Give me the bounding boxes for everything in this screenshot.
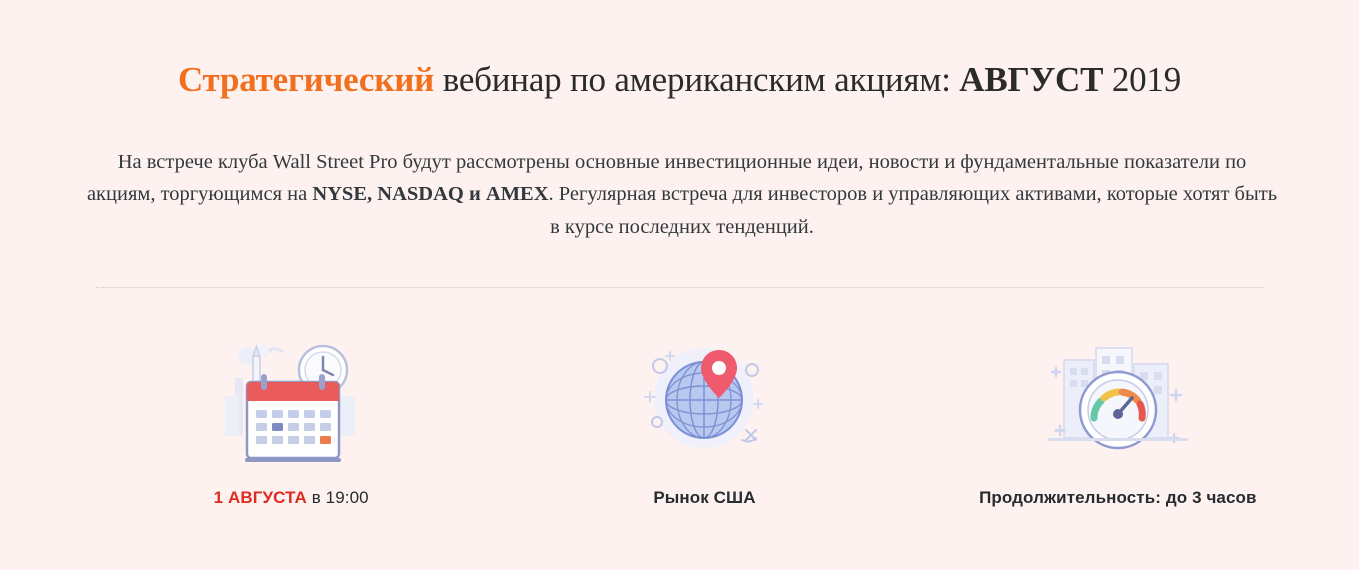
gauge-buildings-icon: [911, 326, 1324, 466]
intro-exchanges: NYSE, NASDAQ и AMEX: [312, 183, 549, 206]
feature-duration: [911, 326, 1324, 508]
feature-date-strong: 1 АВГУСТА: [213, 487, 307, 507]
feature-date-plain: в 19:00: [306, 487, 369, 507]
page-title-year: 2019: [1103, 60, 1182, 99]
feature-duration-label: [911, 488, 1324, 508]
feature-date-label: [85, 488, 498, 508]
intro-line-1: На встрече клуба Wall Street Pro будут рассмотрены основные инвестиционные идеи, новости и фундаментальные показатели: [117, 150, 1220, 173]
page-title: [85, 58, 1275, 102]
intro-line-2-suffix: . Регулярная встреча для инвесторов и управляющих активами,: [548, 183, 1102, 206]
intro-line-3: которые хотят быть в курсе последних тенденций.: [550, 183, 1278, 238]
content-container: [85, 0, 1278, 508]
feature-duration-strong: Продолжительность: до 3 часов: [979, 487, 1257, 507]
feature-date: [85, 326, 498, 508]
intro-paragraph: [85, 146, 1280, 243]
feature-market-strong: Рынок США: [653, 487, 756, 507]
page-title-accent: Стратегический: [177, 60, 435, 99]
feature-market-label: [498, 488, 911, 508]
features-row: [85, 288, 1325, 508]
page-title-mid: вебинар по американским акциям:: [434, 60, 960, 99]
feature-market: [498, 326, 911, 508]
calendar-clock-icon: [85, 326, 498, 466]
intro-line-2-prefix: по акциям, торгующимся на: [86, 150, 1247, 206]
globe-pin-icon: [498, 326, 911, 466]
page-title-month: АВГУСТ: [959, 60, 1104, 99]
